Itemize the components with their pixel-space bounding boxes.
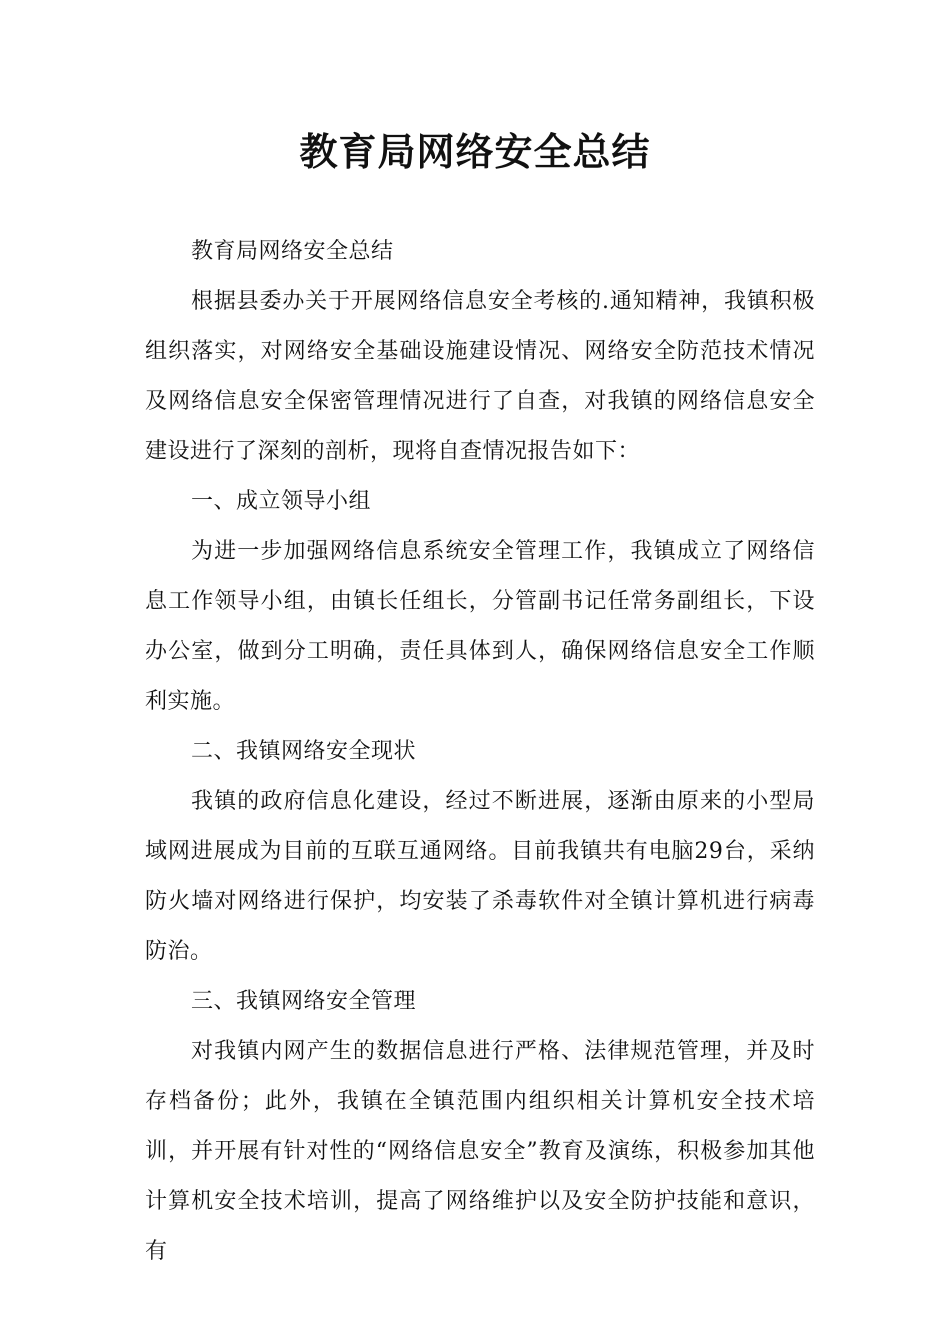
section-heading-3: 三、我镇网络安全管理 <box>191 989 417 1014</box>
intro-paragraph: 根据县委办关于开展网络信息安全考核的.通知精神，我镇积极组织落实，对网络安全基础设施建设情况、网络安全防范技术情况及网络信息安全保密管理情况进行了自查，对我镇的网络信息安全建设进行了深刻的剖析，现将自查情况报告如下： <box>145 289 815 464</box>
section-1-paragraph: 为进一步加强网络信息系统安全管理工作，我镇成立了网络信息工作领导小组，由镇长任组长，分管副书记任常务副组长，下设办公室，做到分工明确，责任具体到人，确保网络信息安全工作顺利实施。 <box>145 539 815 714</box>
section-3-paragraph: 对我镇内网产生的数据信息进行严格、法律规范管理，并及时存档备份；此外，我镇在全镇范围内组织相关计算机安全技术培训，并开展有针对性的“网络信息安全”教育及演练，积极参加其他计算机安全技术培训，提高了网络维护以及安全防护技能和意识，有 <box>145 1039 815 1264</box>
section-heading-2: 二、我镇网络安全现状 <box>191 739 417 764</box>
subtitle-paragraph: 教育局网络安全总结 <box>191 239 394 264</box>
section-heading-1: 一、成立领导小组 <box>191 489 372 514</box>
document-body <box>145 227 815 1277</box>
document-title: 教育局网络安全总结 <box>299 130 651 174</box>
section-2-paragraph: 我镇的政府信息化建设，经过不断进展，逐渐由原来的小型局域网进展成为目前的互联互通网络。目前我镇共有电脑29台，采纳防火墙对网络进行保护，均安装了杀毒软件对全镇计算机进行病毒防治。 <box>145 789 815 964</box>
